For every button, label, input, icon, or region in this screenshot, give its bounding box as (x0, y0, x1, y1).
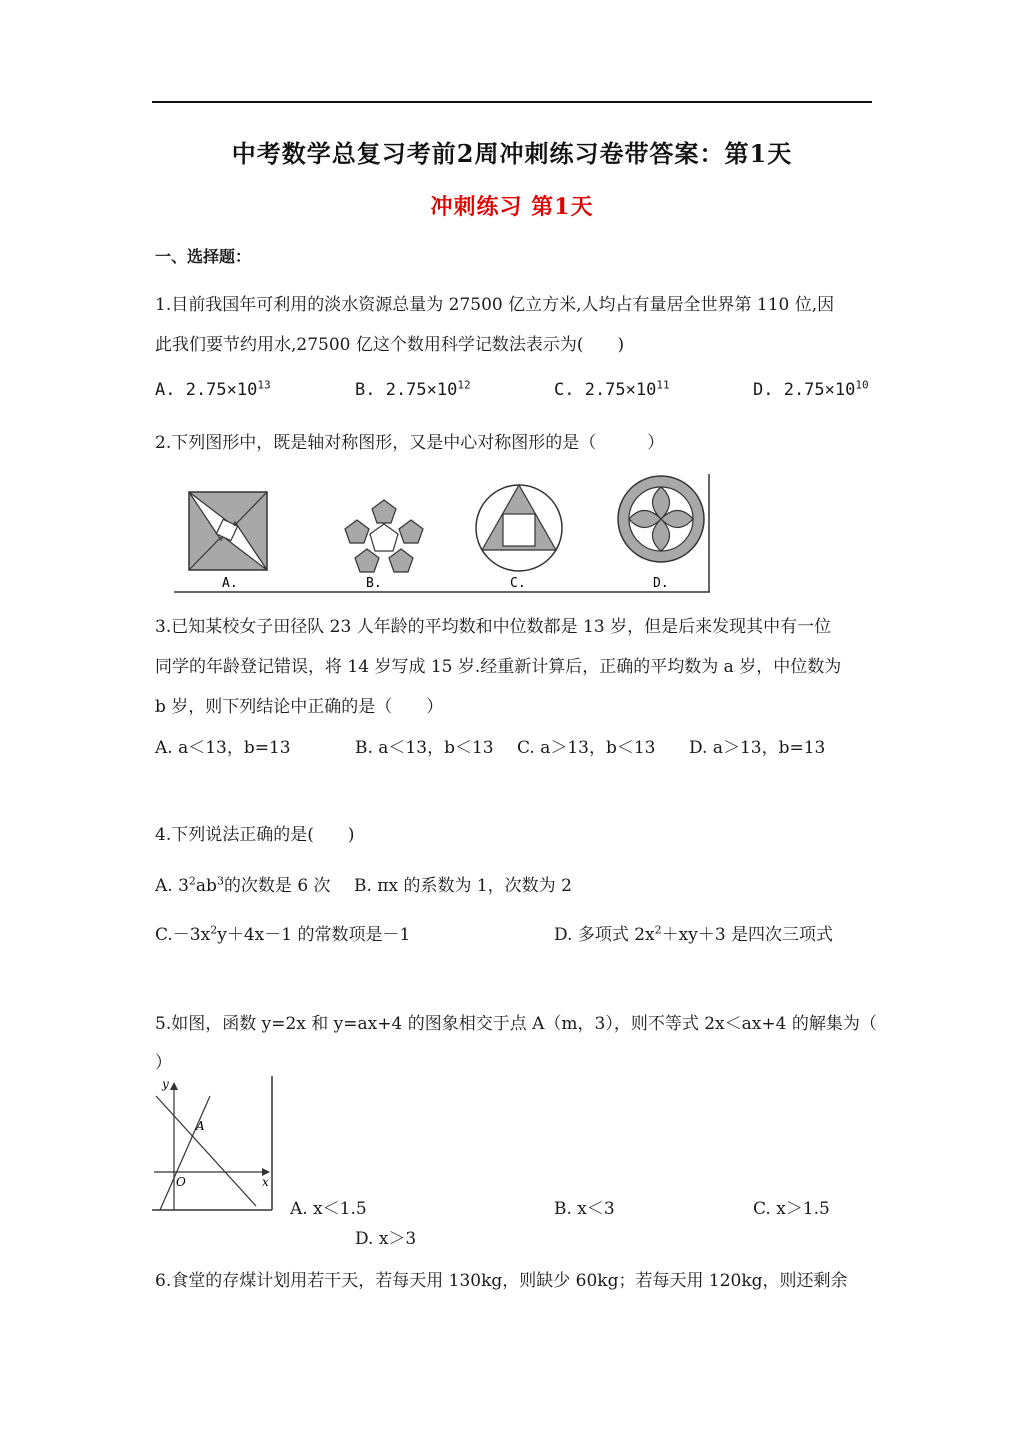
question-1-line-1: 1.目前我国年可利用的淡水资源总量为 27500 亿立方米,人均占有量居全世界第 110 位,因 (155, 295, 835, 315)
question-4-option-d: D. 多项式 $2x^2+xy+3$ 是四次三项式 (554, 923, 834, 945)
question-1-option-c: C. $2.75\times 10^{11}$ (554, 378, 670, 400)
question-5-option-b: B. x＜3 (554, 1199, 615, 1219)
question-5-option-c: C. x＞1.5 (753, 1199, 830, 1219)
question-5-line-2: ） (155, 1053, 172, 1073)
graph-origin-label: O (176, 1175, 186, 1189)
question-1-line-2: 此我们要节约用水,27500 亿这个数用科学记数法表示为( ) (155, 335, 625, 355)
question-3-option-c: C. a＞13，b＜13 (517, 738, 656, 758)
figure-c-label: C. (510, 576, 526, 591)
question-5-option-d: D. x＞3 (355, 1229, 417, 1249)
figure-c-circle-triangle-square (476, 485, 562, 571)
figure-d-label: D. (653, 576, 669, 591)
page-title: 中考数学总复习考前2周冲刺练习卷带答案：第1天 (231, 139, 793, 168)
section-heading: 一、选择题： (155, 247, 252, 266)
figure-a-label: A. (222, 576, 238, 591)
figure-a-square-pinwheel (189, 492, 267, 570)
question-3-option-b: B. a＜13，b＜13 (355, 738, 494, 758)
graph-x-label: x (262, 1175, 269, 1189)
question-2-line-1: 2.下列图形中，既是轴对称图形，又是中心对称图形的是（ ） (155, 433, 665, 453)
question-3-option-a: A. a＜13，b=13 (155, 738, 291, 758)
figure-b-pentagon-ring (345, 500, 423, 572)
question-3-line-1: 3.已知某校女子田径队 23 人年龄的平均数和中位数都是 13 岁，但是后来发现其中有一位 (155, 617, 832, 637)
question-5-option-a: A. x＜1.5 (290, 1199, 367, 1219)
question-4-line-1: 4.下列说法正确的是( ) (155, 825, 355, 845)
question-5-line-1: 5.如图，函数 y=2x 和 y=ax+4 的图象相交于点 A（m，3），则不等式 2x＜ax+4 的解集为（ (155, 1014, 877, 1034)
question-1-option-a: A. $2.75\times 10^{13}$ (155, 378, 271, 400)
question-4-option-c: $C.-3x^2y+4x-1$ 的常数项是－1 (155, 923, 411, 945)
question-2-figures (174, 474, 710, 594)
question-6-line-1: 6.食堂的存煤计划用若干天，若每天用 130kg，则缺少 60kg；若每天用 120kg，则还剩余 (155, 1271, 848, 1291)
page-subtitle: 冲刺练习 第1天 (430, 194, 594, 220)
top-rule (152, 101, 872, 103)
question-1-option-b: B. $2.75\times 10^{12}$ (355, 378, 471, 400)
question-3-option-d: D. a＞13，b=13 (689, 738, 826, 758)
graph-point-a-label: A (196, 1119, 205, 1133)
question-4-option-b: B. πx 的系数为 1，次数为 2 (354, 876, 572, 896)
figure-d-four-petal-circle (618, 476, 704, 562)
question-5-graph (152, 1076, 276, 1212)
question-1-option-d: D. $2.75\times 10^{10}$ (753, 378, 869, 400)
question-3-line-2: 同学的年龄登记错误，将 14 岁写成 15 岁.经重新计算后，正确的平均数为 a 岁，中位数为 (155, 657, 842, 677)
question-4-option-a: A. $3^2ab^3$的次数是 6 次 (155, 874, 331, 896)
graph-y-label: y (162, 1077, 169, 1091)
figure-b-label: B. (366, 576, 382, 591)
question-3-line-3: b 岁，则下列结论中正确的是（ ） (155, 697, 444, 717)
